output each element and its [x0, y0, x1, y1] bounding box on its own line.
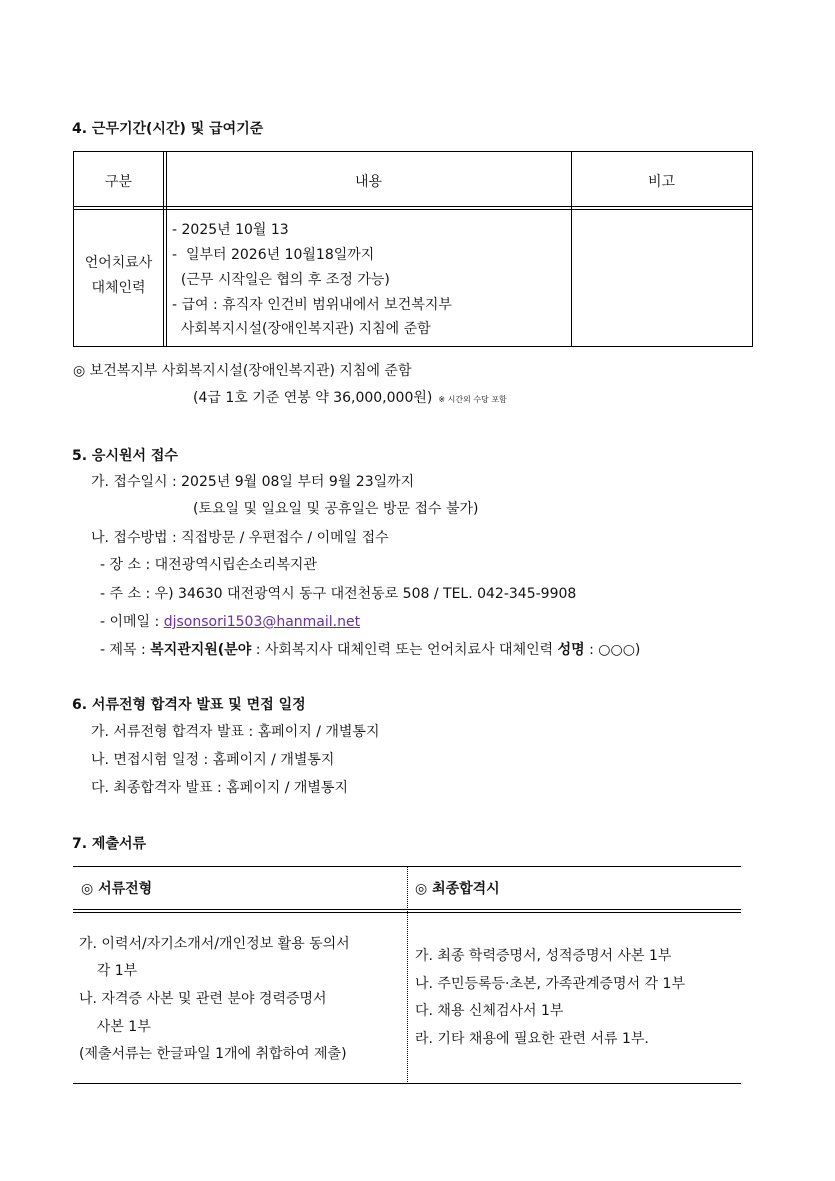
email-link[interactable]: djsonsori1503@hanmail.net — [163, 614, 361, 630]
col-header-final: ◎ 최종합격시 — [415, 881, 500, 897]
subject-end: : ○○○) — [584, 642, 641, 658]
content-line: (근무 시작일은 협의 후 조정 가능) — [172, 272, 390, 288]
header-category: 구분 — [104, 174, 133, 190]
email-label: - 이메일 : — [100, 614, 164, 630]
salary-note-line1: ◎ 보건복지부 사회복지시설(장애인복지관) 지침에 준함 — [73, 363, 412, 379]
screening-doc-line: 가. 이력서/자기소개서/개인정보 활용 동의서 — [79, 936, 350, 952]
screening-doc-line: 사본 1부 — [79, 1019, 151, 1035]
reception-period: 가. 접수일시 : 2025년 9월 08일 부터 9월 23일까지 — [91, 474, 415, 490]
content-line: - 2025년 10월 13 — [172, 222, 289, 238]
row-label-line2: 대체인력 — [91, 280, 146, 296]
reception-period-note: (토요일 및 일요일 및 공휴일은 방문 접수 불가) — [193, 501, 479, 517]
final-doc-line: 다. 채용 신체검사서 1부 — [415, 1003, 564, 1019]
section4-heading: 4. 근무기간(시간) 및 급여기준 — [72, 121, 264, 137]
content-line: - 급여 : 휴직자 인건비 범위내에서 보건복지부 — [172, 297, 452, 313]
reception-email-line — [100, 611, 360, 631]
schedule-item: 가. 서류전형 합격자 발표 : 홈페이지 / 개별통지 — [91, 724, 380, 740]
salary-amount: (4급 1호 기준 연봉 약 36,000,000원) — [193, 390, 433, 406]
screening-doc-line: 각 1부 — [79, 963, 138, 979]
content-line: - 일부터 2026년 10월18일까지 — [172, 247, 375, 263]
section7-heading: 7. 제출서류 — [72, 836, 147, 852]
screening-doc-line: 나. 자격증 사본 및 관련 분야 경력증명서 — [79, 991, 327, 1007]
header-remarks: 비고 — [647, 174, 676, 190]
schedule-item: 나. 면접시험 일정 : 홈페이지 / 개별통지 — [91, 752, 335, 768]
header-content: 내용 — [354, 174, 383, 190]
final-doc-line: 나. 주민등록등·초본, 가족관계증명서 각 1부 — [415, 976, 685, 992]
subject-bold-name: 성명 — [557, 642, 585, 658]
final-doc-line: 라. 기타 채용에 필요한 관련 서류 1부. — [415, 1031, 649, 1047]
reception-method: 나. 접수방법 : 직접방문 / 우편접수 / 이메일 접수 — [91, 530, 389, 546]
reception-place: - 장 소 : 대전광역시립손소리복지관 — [100, 557, 317, 573]
subject-middle: : 사회복지사 대체인력 또는 언어치료사 대체인력 — [251, 642, 558, 658]
final-doc-line: 가. 최종 학력증명서, 성적증명서 사본 1부 — [415, 948, 672, 964]
reception-subject-line — [100, 639, 640, 659]
subject-bold-prefix: 복지관지원(분야 — [150, 642, 252, 658]
section5-heading: 5. 응시원서 접수 — [72, 448, 178, 464]
work-period-table — [73, 151, 753, 347]
screening-doc-line: (제출서류는 한글파일 1개에 취합하여 제출) — [79, 1046, 347, 1062]
col-header-screening: ◎ 서류전형 — [81, 881, 153, 897]
content-line: 사회복지시설(장애인복지관) 지침에 준함 — [172, 321, 431, 337]
reception-address: - 주 소 : 우) 34630 대전광역시 동구 대전천동로 508 / TEL. 042-345-9908 — [100, 586, 577, 602]
salary-footnote: ※ 시간외 수당 포함 — [438, 395, 507, 404]
salary-note-line2 — [193, 387, 507, 407]
subject-label: - 제목 : — [100, 642, 151, 658]
schedule-item: 다. 최종합격자 발표 : 홈페이지 / 개별통지 — [91, 780, 348, 796]
row-label-line1: 언어치료사 — [84, 255, 153, 271]
section6-heading: 6. 서류전형 합격자 발표 및 면접 일정 — [72, 697, 306, 713]
documents-table — [73, 866, 741, 1084]
